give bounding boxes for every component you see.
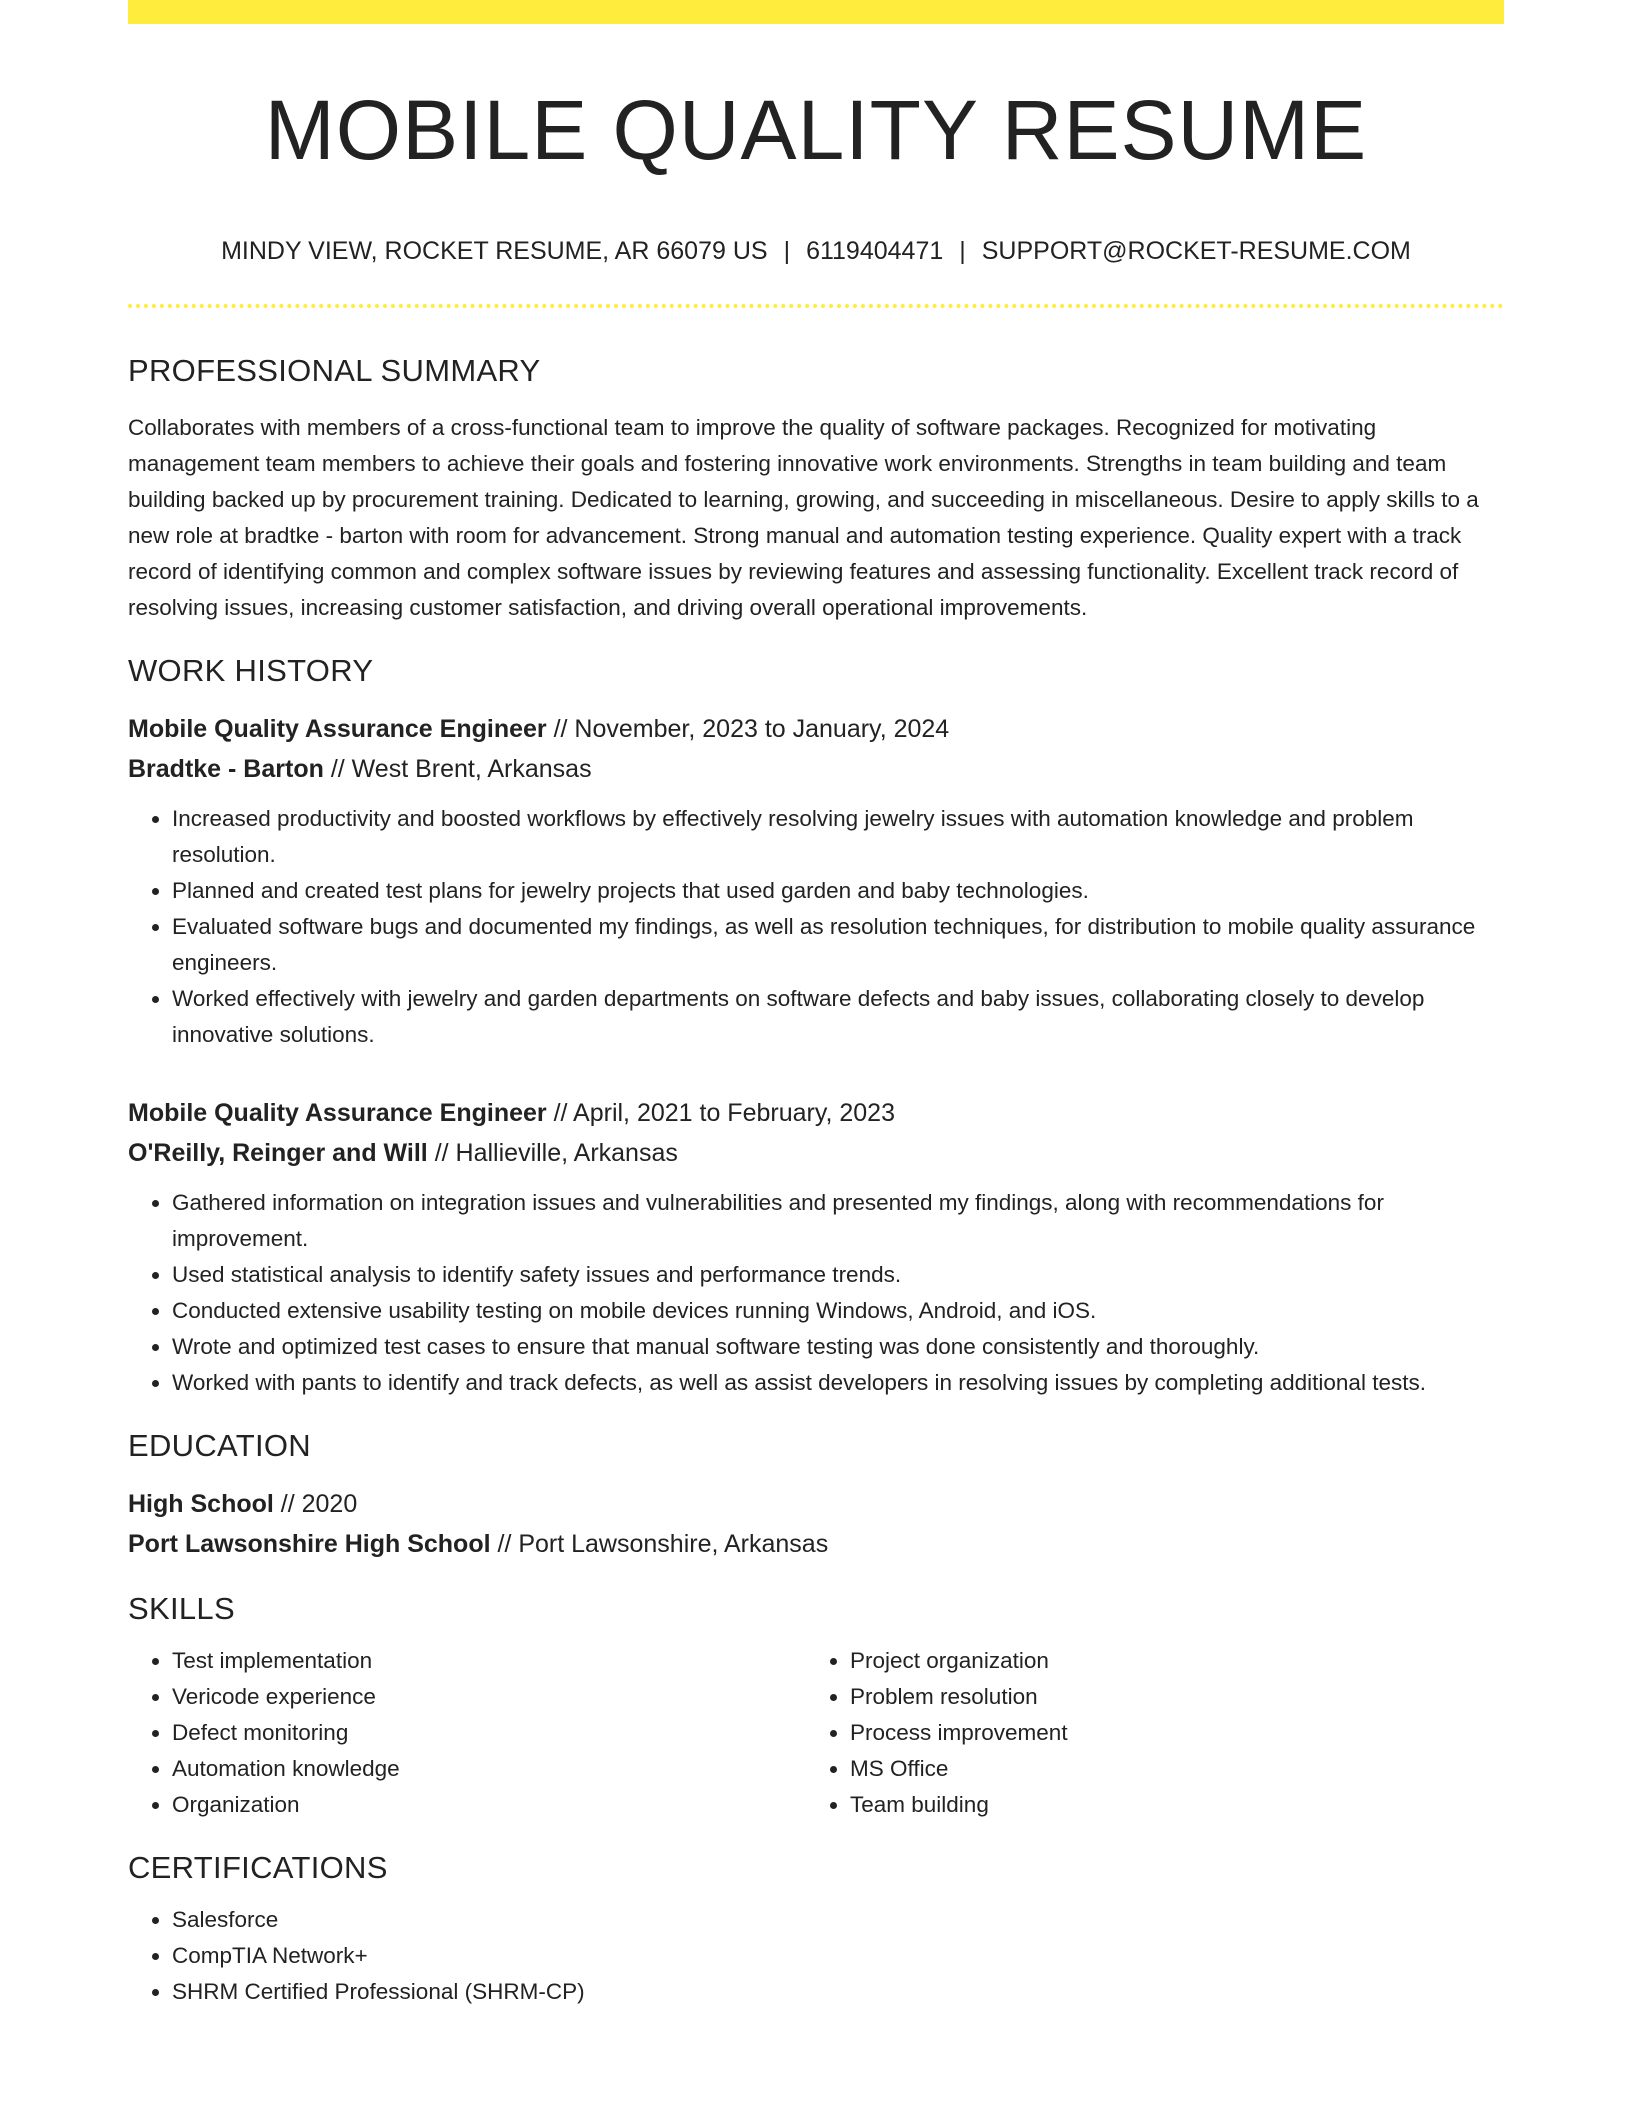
skills-columns — [128, 1643, 1504, 1823]
job-bullet: • Evaluated software bugs and documented my findings, as well as resolution techniques, for distribution to mobile quality assurance engineers. — [172, 909, 1504, 981]
dotted-divider — [128, 304, 1504, 308]
certifications-list — [128, 1902, 1504, 2010]
work-history-section — [128, 652, 1504, 1401]
job-entry — [128, 709, 1504, 1053]
education-degree: High School — [128, 1489, 274, 1518]
skill-item: • Project organization — [850, 1643, 1484, 1679]
skills-heading: SKILLS — [128, 1590, 235, 1626]
contact-separator: | — [783, 237, 791, 266]
education-entry — [128, 1484, 1504, 1564]
resume-title: MOBILE QUALITY RESUME — [264, 83, 1368, 177]
job-bullet: • Worked with pants to identify and track defects, as well as assist developers in resolving issues by completing additional tests. — [172, 1365, 1504, 1401]
job-dates: // November, 2023 to January, 2024 — [546, 714, 950, 743]
contact-line — [128, 236, 1504, 266]
job-company-line — [128, 749, 1504, 789]
job-title-line — [128, 1093, 1504, 1133]
contact-separator: | — [959, 237, 966, 266]
job-company-line — [128, 1133, 1504, 1173]
skill-item: • Team building — [850, 1787, 1484, 1823]
job-location: // Hallieville, Arkansas — [427, 1138, 678, 1167]
skill-item: • Problem resolution — [850, 1679, 1484, 1715]
contact-email: SUPPORT@ROCKET-RESUME.COM — [981, 237, 1411, 266]
job-company: O'Reilly, Reinger and Will — [128, 1138, 428, 1167]
summary-section — [128, 352, 1504, 625]
job-company: Bradtke - Barton — [128, 754, 324, 783]
certifications-heading: CERTIFICATIONS — [128, 1850, 388, 1886]
job-bullet: • Wrote and optimized test cases to ensure that manual software testing was done consistently and thoroughly. — [172, 1329, 1504, 1365]
work-history-heading: WORK HISTORY — [128, 652, 374, 688]
skills-left-list — [128, 1643, 806, 1823]
skill-item: • Organization — [172, 1787, 806, 1823]
education-year: // 2020 — [273, 1489, 358, 1518]
job-location: // West Brent, Arkansas — [323, 754, 592, 783]
education-school-line — [128, 1524, 1504, 1564]
job-bullet: • Planned and created test plans for jewelry projects that used garden and baby technologies. — [172, 873, 1504, 909]
summary-text: Collaborates with members of a cross-functional team to improve the quality of software packages. Recognized for motivating management team members to achieve their goals and fostering innovative work environments. Strengths in team building and team building backed up by procurement training. Dedicated to learning, growing, and succeeding in miscellaneous. Desire to apply skills to a new role at bradtke - barton with room for advancement. Strong manual and automation testing experience. Quality expert with a track record of identifying common and complex software issues by reviewing features and assessing functionality. Excellent track record of resolving issues, increasing customer satisfaction, and driving overall operational improvements. — [128, 414, 1479, 620]
skills-section — [128, 1590, 1504, 1823]
skill-item: • Process improvement — [850, 1715, 1484, 1751]
job-entry — [128, 1093, 1504, 1401]
skill-item: • Defect monitoring — [172, 1715, 806, 1751]
education-degree-line — [128, 1484, 1504, 1524]
resume-page — [128, 0, 1504, 2010]
skill-item: • Test implementation — [172, 1643, 806, 1679]
certification-item: • SHRM Certified Professional (SHRM-CP) — [172, 1974, 1504, 2010]
skill-item: • Automation knowledge — [172, 1751, 806, 1787]
contact-address: MINDY VIEW, ROCKET RESUME, AR 66079 US — [221, 237, 768, 266]
job-bullet: • Gathered information on integration issues and vulnerabilities and presented my findings, along with recommendations for improvement. — [172, 1185, 1504, 1257]
certification-item: • CompTIA Network+ — [172, 1938, 1504, 1974]
contact-phone: 6119404471 — [806, 237, 944, 266]
job-title: Mobile Quality Assurance Engineer — [128, 714, 547, 743]
education-section — [128, 1427, 1504, 1564]
skill-item: • MS Office — [850, 1751, 1484, 1787]
certification-item: • Salesforce — [172, 1902, 1504, 1938]
job-title: Mobile Quality Assurance Engineer — [128, 1098, 547, 1127]
summary-heading: PROFESSIONAL SUMMARY — [128, 353, 541, 389]
job-bullet: • Conducted extensive usability testing on mobile devices running Windows, Android, and iOS. — [172, 1293, 1504, 1329]
skills-right-list — [806, 1643, 1484, 1823]
job-bullets — [128, 1185, 1504, 1401]
job-bullet: • Worked effectively with jewelry and garden departments on software defects and baby issues, collaborating closely to develop innovative solutions. — [172, 981, 1504, 1053]
skill-item: • Vericode experience — [172, 1679, 806, 1715]
job-bullet: • Increased productivity and boosted workflows by effectively resolving jewelry issues with automation knowledge and problem resolution. — [172, 801, 1504, 873]
job-bullets — [128, 801, 1504, 1053]
education-school: Port Lawsonshire High School — [128, 1529, 491, 1558]
certifications-section — [128, 1849, 1504, 2010]
job-dates: // April, 2021 to February, 2023 — [546, 1098, 895, 1127]
job-bullet: • Used statistical analysis to identify safety issues and performance trends. — [172, 1257, 1504, 1293]
education-location: // Port Lawsonshire, Arkansas — [490, 1529, 829, 1558]
education-heading: EDUCATION — [128, 1427, 311, 1463]
job-title-line — [128, 709, 1504, 749]
accent-top-bar — [128, 0, 1504, 24]
